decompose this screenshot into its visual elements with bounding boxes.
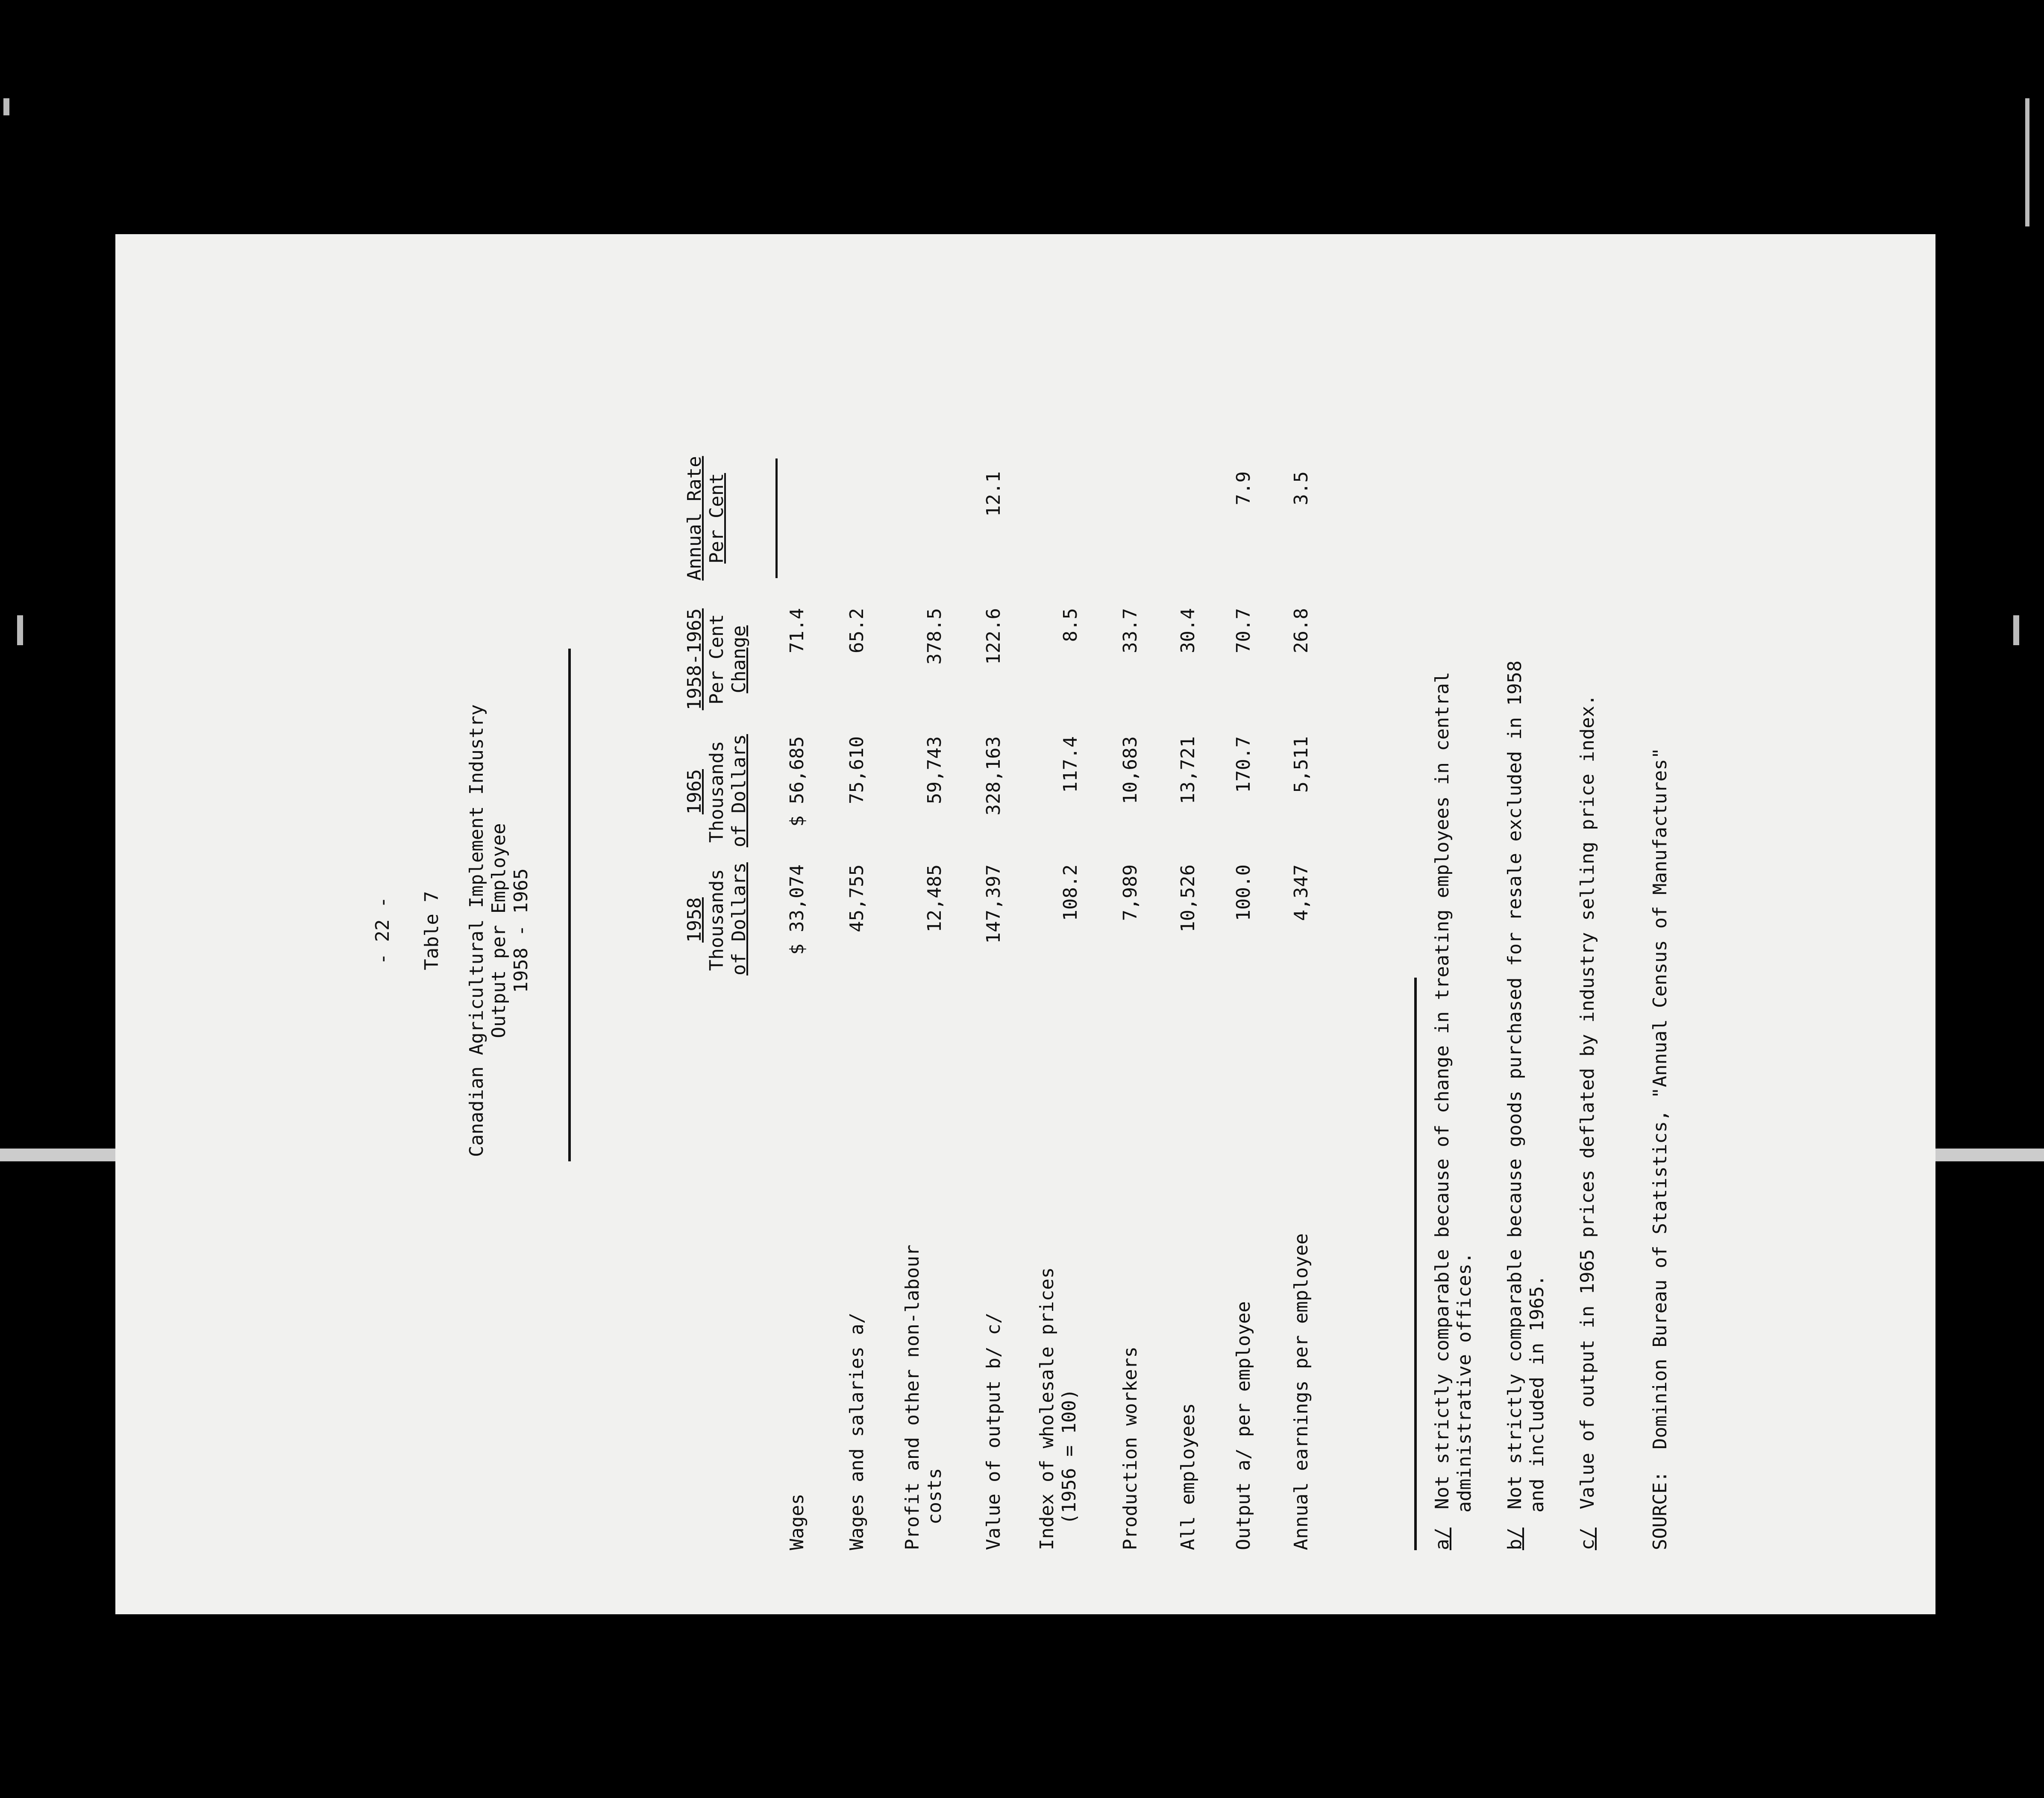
cell-1958: 108.2 bbox=[1060, 864, 1081, 921]
cell-1965: $ 56,685 bbox=[786, 736, 808, 827]
scan-edge-right bbox=[1923, 1149, 2044, 1161]
source-text: Dominion Bureau of Statistics, "Annual Census of Manufactures" bbox=[1649, 747, 1671, 1450]
row-label: Production workers bbox=[1119, 1346, 1141, 1550]
col-header-1958 bbox=[684, 864, 750, 975]
title-rule bbox=[568, 649, 571, 1161]
footnote-mark: a/ bbox=[1431, 1528, 1453, 1550]
cell-1958: 45,755 bbox=[846, 864, 868, 932]
row-label bbox=[1036, 978, 1081, 1550]
title-line-2: Output per Employee bbox=[488, 823, 510, 1038]
col-header-annual-rate bbox=[684, 454, 728, 582]
cell-rate: 12.1 bbox=[983, 471, 1004, 517]
row-label: Wages and salaries a/ bbox=[846, 1312, 868, 1550]
footnote-text: Not strictly comparable because of change in treating employees in central bbox=[1431, 672, 1453, 1510]
cell-change: 8.5 bbox=[1060, 608, 1081, 642]
row-label: All employees bbox=[1177, 1403, 1199, 1550]
footnote-c bbox=[1577, 694, 1599, 1550]
cell-1965: 117.4 bbox=[1060, 736, 1081, 793]
table-number: Table 7 bbox=[421, 891, 443, 970]
cell-1958: 147,397 bbox=[983, 864, 1004, 944]
scan-mark bbox=[2013, 615, 2019, 645]
col-header-line: of Dollars bbox=[728, 862, 750, 975]
footnote-mark: b/ bbox=[1504, 1528, 1526, 1550]
cell-1965: 59,743 bbox=[924, 736, 946, 804]
scan-edge-left bbox=[0, 1149, 115, 1161]
col-header-1965 bbox=[684, 736, 750, 847]
col-header-change bbox=[684, 599, 750, 719]
annual-rate-rule bbox=[775, 458, 778, 578]
footnote-text: administrative offices. bbox=[1453, 1252, 1475, 1513]
row-label bbox=[902, 978, 946, 1550]
footnote-a bbox=[1431, 672, 1476, 1550]
col-header-line: Annual Rate bbox=[684, 456, 705, 581]
footnote-text: Value of output in 1965 prices deflated by industry selling price index. bbox=[1577, 694, 1598, 1510]
row-label-line: Index of wholesale prices bbox=[1036, 1267, 1058, 1550]
cell-1958: 12,485 bbox=[924, 864, 946, 932]
table-title bbox=[466, 589, 532, 1272]
source-note bbox=[1649, 748, 1671, 1550]
cell-change: 70.7 bbox=[1233, 608, 1254, 653]
row-label: Wages bbox=[786, 1493, 808, 1550]
col-header-line: Per Cent bbox=[705, 473, 728, 564]
cell-1958: 100.0 bbox=[1233, 864, 1254, 921]
footnote-b bbox=[1504, 661, 1548, 1550]
row-label-line: Profit and other non-labour bbox=[902, 1244, 923, 1550]
cell-1958: 10,526 bbox=[1177, 864, 1199, 932]
cell-1965: 170.7 bbox=[1233, 736, 1254, 793]
cell-change: 30.4 bbox=[1177, 608, 1199, 653]
cell-change: 26.8 bbox=[1290, 608, 1312, 653]
cell-rate: 7.9 bbox=[1233, 471, 1254, 505]
col-header-line: Thousands bbox=[705, 869, 728, 971]
cell-1965: 75,610 bbox=[846, 736, 868, 804]
cell-1965: 328,163 bbox=[983, 736, 1004, 816]
row-label: Value of output b/ c/ bbox=[983, 1312, 1004, 1550]
title-line-3: 1958 - 1965 bbox=[510, 868, 532, 993]
cell-1958: 7,989 bbox=[1119, 864, 1141, 921]
col-header-line: Thousands bbox=[705, 740, 728, 843]
row-label-line: (1956 = 100) bbox=[1058, 1389, 1080, 1525]
row-label-line: costs bbox=[923, 1468, 946, 1525]
page-number: - 22 - bbox=[372, 896, 394, 965]
source-label: SOURCE: bbox=[1649, 1471, 1671, 1550]
col-header-line: Change bbox=[728, 625, 750, 693]
footnote-mark: c/ bbox=[1577, 1528, 1598, 1550]
footnote-rule bbox=[1414, 978, 1417, 1550]
row-label: Annual earnings per employee bbox=[1290, 1233, 1312, 1550]
footnote-text: Not strictly comparable because goods purchased for resale excluded in 1958 bbox=[1504, 660, 1526, 1510]
col-header-line: 1958 bbox=[684, 897, 705, 943]
cell-1958: 4,347 bbox=[1290, 864, 1312, 921]
cell-1965: 5,511 bbox=[1290, 736, 1312, 793]
col-header-line: Per Cent bbox=[705, 614, 728, 705]
footnote-text: and included in 1965. bbox=[1526, 1275, 1548, 1513]
row-label: Output a/ per employee bbox=[1233, 1301, 1254, 1550]
col-header-line: of Dollars bbox=[728, 734, 750, 847]
scan-mark bbox=[3, 98, 9, 115]
cell-1958: $ 33,074 bbox=[786, 864, 808, 955]
cell-change: 122.6 bbox=[983, 608, 1004, 665]
col-header-line: 1958-1965 bbox=[684, 608, 705, 711]
cell-1965: 10,683 bbox=[1119, 736, 1141, 804]
scan-mark bbox=[2025, 98, 2029, 226]
document-page bbox=[115, 234, 1935, 1614]
cell-change: 378.5 bbox=[924, 608, 946, 665]
title-line-1: Canadian Agricultural Implement Industry bbox=[466, 704, 488, 1157]
cell-change: 33.7 bbox=[1119, 608, 1141, 653]
cell-change: 71.4 bbox=[786, 608, 808, 653]
cell-change: 65.2 bbox=[846, 608, 868, 653]
scan-mark bbox=[17, 615, 23, 645]
col-header-line: 1965 bbox=[684, 769, 705, 814]
cell-1965: 13,721 bbox=[1177, 736, 1199, 804]
cell-rate: 3.5 bbox=[1290, 471, 1312, 505]
document-content bbox=[115, 234, 1935, 1614]
